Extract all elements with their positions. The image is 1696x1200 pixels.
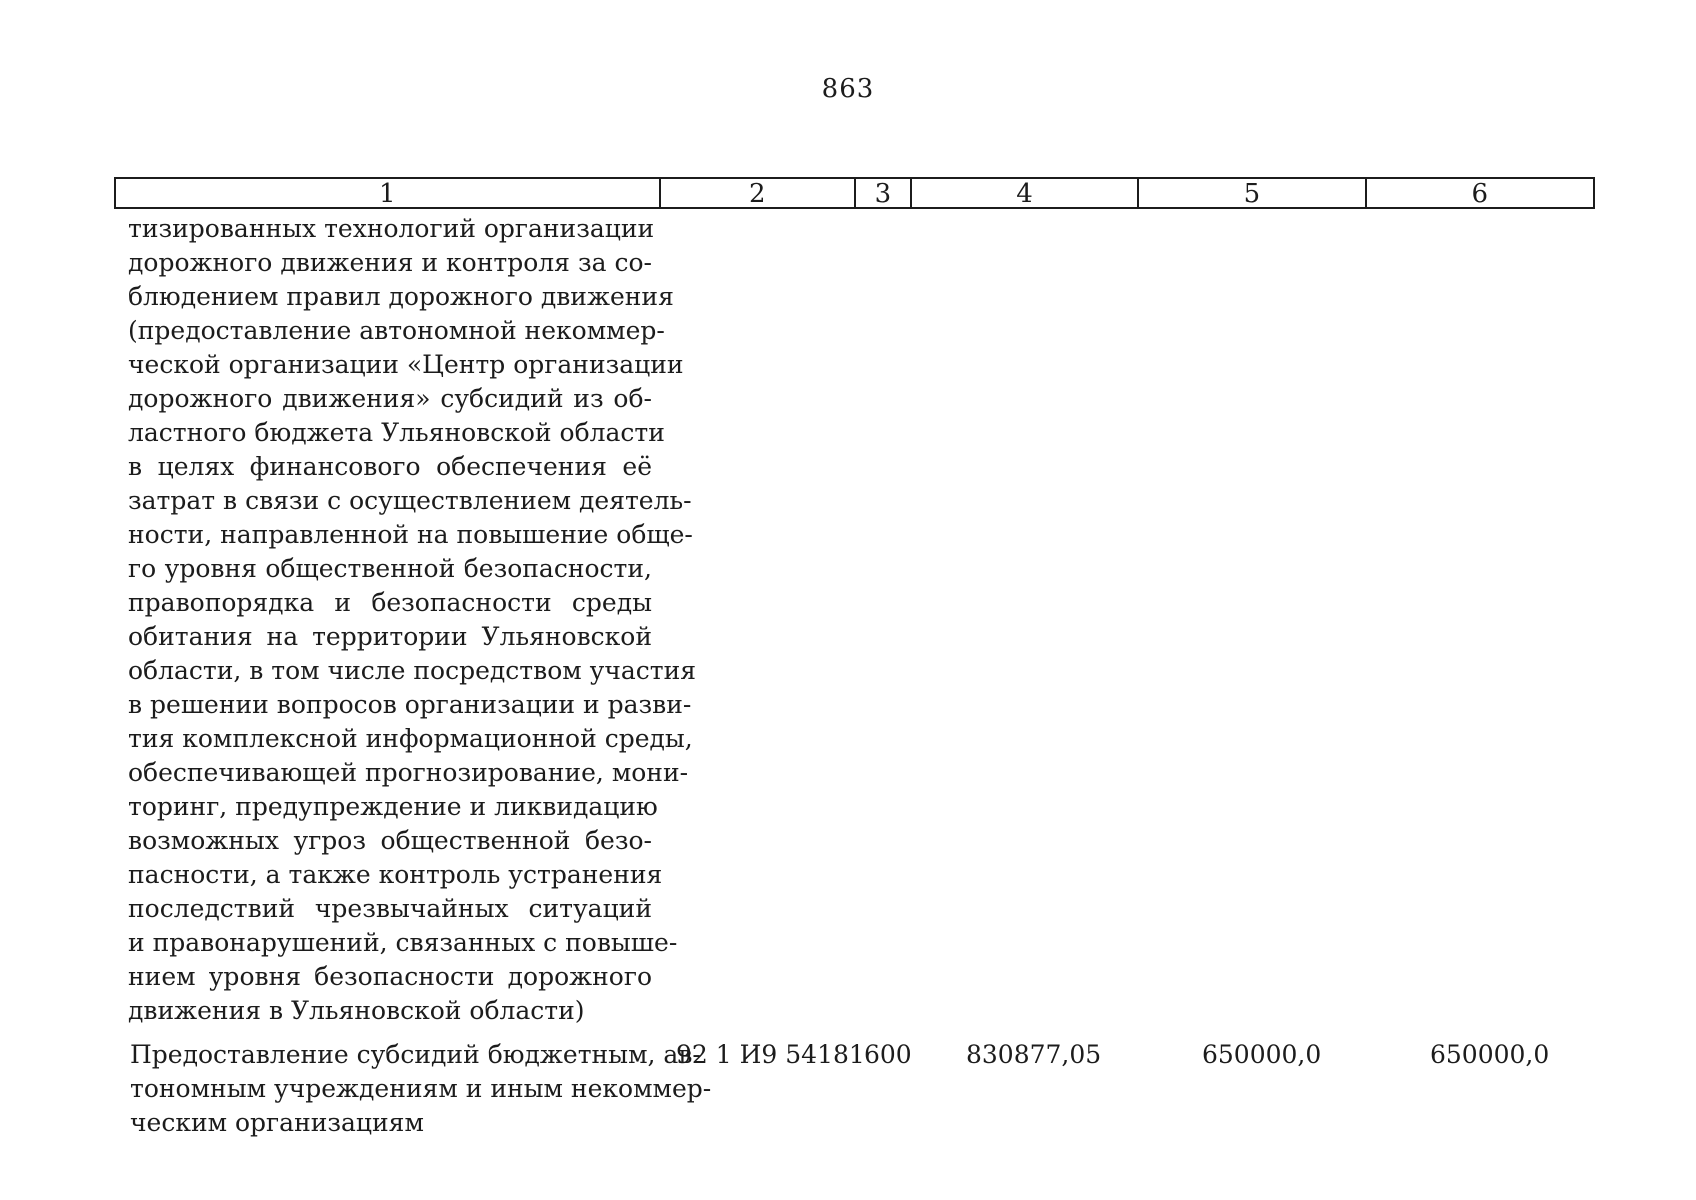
description-line: в целях финансового обеспечения её (128, 452, 652, 481)
description-line: нием уровня безопасности дорожного (128, 962, 652, 991)
description-line: го уровня общественной безопасности, (128, 554, 652, 583)
table-header-row (114, 177, 1595, 209)
description-line: ности, направленной на повышение обще- (128, 520, 693, 549)
description-line: возможных угроз общественной безо- (128, 826, 652, 855)
description-line: ластного бюджета Ульяновской области (128, 418, 665, 447)
description-line: движения в Ульяновской области) (128, 996, 585, 1025)
description-line: тизированных технологий организации (128, 214, 655, 243)
header-cell-5: 5 (1139, 179, 1366, 207)
description-line: пасности, а также контроль устранения (128, 860, 663, 889)
description-line: в решении вопросов организации и разви- (128, 690, 692, 719)
header-cell-6: 6 (1471, 179, 1489, 209)
header-cell-4: 4 (912, 179, 1139, 207)
description-line: блюдением правил дорожного движения (128, 282, 674, 311)
description-line: правопорядка и безопасности среды (128, 588, 652, 617)
description-line: Предоставление субсидий бюджетным, ав- (130, 1040, 701, 1069)
description-line: и правонарушений, связанных с повыше- (128, 928, 678, 957)
description-line: тономным учреждениям и иным некоммер- (130, 1074, 712, 1103)
description-line: затрат в связи с осуществлением деятель- (128, 486, 692, 515)
description-line: тия комплексной информационной среды, (128, 724, 693, 753)
description-line: ческой организации «Центр организации (128, 350, 684, 379)
header-cell-1: 1 (116, 179, 661, 207)
description-line: (предоставление автономной некоммер- (128, 316, 665, 345)
header-cell-3: 3 (856, 179, 912, 207)
description-line: дорожного движения» субсидий из об- (128, 384, 652, 413)
row2-col6-value: 650000,0 (1430, 1040, 1550, 1069)
description-line: последствий чрезвычайных ситуаций (128, 894, 652, 923)
header-cell-2: 2 (661, 179, 856, 207)
description-line: торинг, предупреждение и ликвидацию (128, 792, 658, 821)
description-line: обеспечивающей прогнозирование, мони- (128, 758, 689, 787)
row2-col4-value: 830877,05 (966, 1040, 1102, 1069)
description-line: обитания на территории Ульяновской (128, 622, 652, 651)
description-line: дорожного движения и контроля за со- (128, 248, 652, 277)
description-line: ческим организациям (130, 1108, 424, 1137)
row2-code-cell: 92 1 И9 54181 (676, 1040, 865, 1069)
row2-type-cell: 600 (864, 1040, 912, 1069)
page-number: 863 (821, 74, 875, 104)
row2-col5-value: 650000,0 (1202, 1040, 1322, 1069)
description-line: области, в том числе посредством участия (128, 656, 697, 685)
